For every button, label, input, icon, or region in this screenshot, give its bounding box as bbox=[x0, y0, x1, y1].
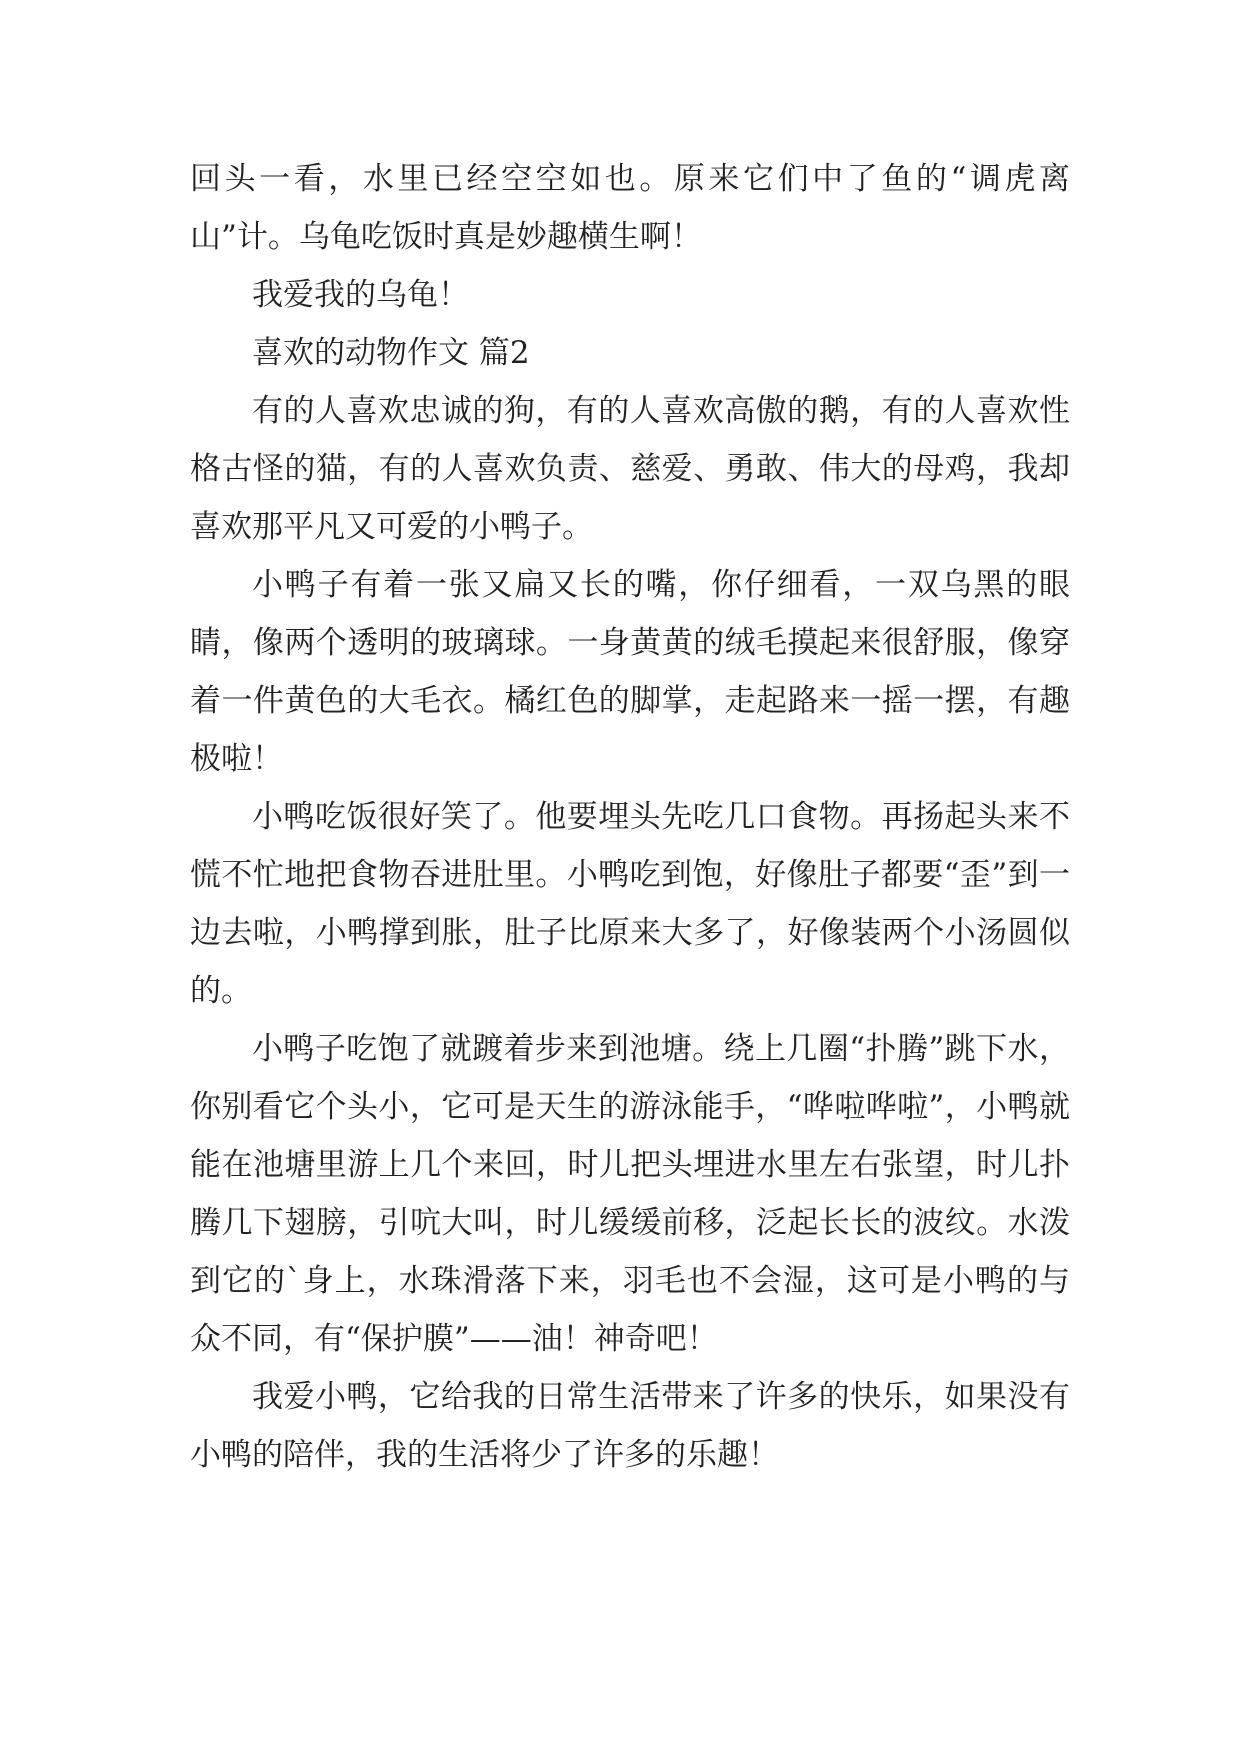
essay-heading: 喜欢的动物作文 篇2 bbox=[252, 335, 530, 371]
paragraph-love-turtle: 我爱我的乌龟！ bbox=[252, 277, 469, 313]
paragraph-intro: 有的人喜欢忠诚的狗，有的人喜欢高傲的鹅，有的人喜欢性格古怪的猫，有的人喜欢负责、慈爱、勇敢、伟大的母鸡，我却喜欢那平凡又可爱的小鸭子。 bbox=[190, 393, 1070, 545]
document-body bbox=[190, 150, 1070, 1484]
paragraph-appearance: 小鸭子有着一张又扁又长的嘴，你仔细看，一双乌黑的眼睛，像两个透明的玻璃球。一身黄黄的绒毛摸起来很舒服，像穿着一件黄色的大毛衣。橘红色的脚掌，走起路来一摇一摆，有趣极啦！ bbox=[190, 567, 1070, 777]
paragraph-swimming: 小鸭子吃饱了就踱着步来到池塘。绕上几圈“扑腾”跳下水，你别看它个头小，它可是天生的游泳能手，“哗啦哗啦”，小鸭就能在池塘里游上几个来回，时儿把头埋进水里左右张望，时儿扑腾几下翅膀，引吭大叫，时儿缓缓前移，泛起长长的波纹。水泼到它的`身上，水珠滑落下来，羽毛也不会湿，这可是小鸭的与众不同，有“保护膜”——油！神奇吧！ bbox=[190, 1031, 1070, 1357]
paragraph-continued: 回头一看，水里已经空空如也。原来它们中了鱼的“调虎离山”计。乌龟吃饭时真是妙趣横生啊！ bbox=[190, 161, 1070, 255]
paragraph-eating: 小鸭吃饭很好笑了。他要埋头先吃几口食物。再扬起头来不慌不忙地把食物吞进肚里。小鸭吃到饱，好像肚子都要“歪”到一边去啦，小鸭撑到胀，肚子比原来大多了，好像装两个小汤圆似的。 bbox=[190, 799, 1070, 1009]
paragraph-conclusion: 我爱小鸭，它给我的日常生活带来了许多的快乐，如果没有小鸭的陪伴，我的生活将少了许多的乐趣！ bbox=[190, 1379, 1070, 1473]
